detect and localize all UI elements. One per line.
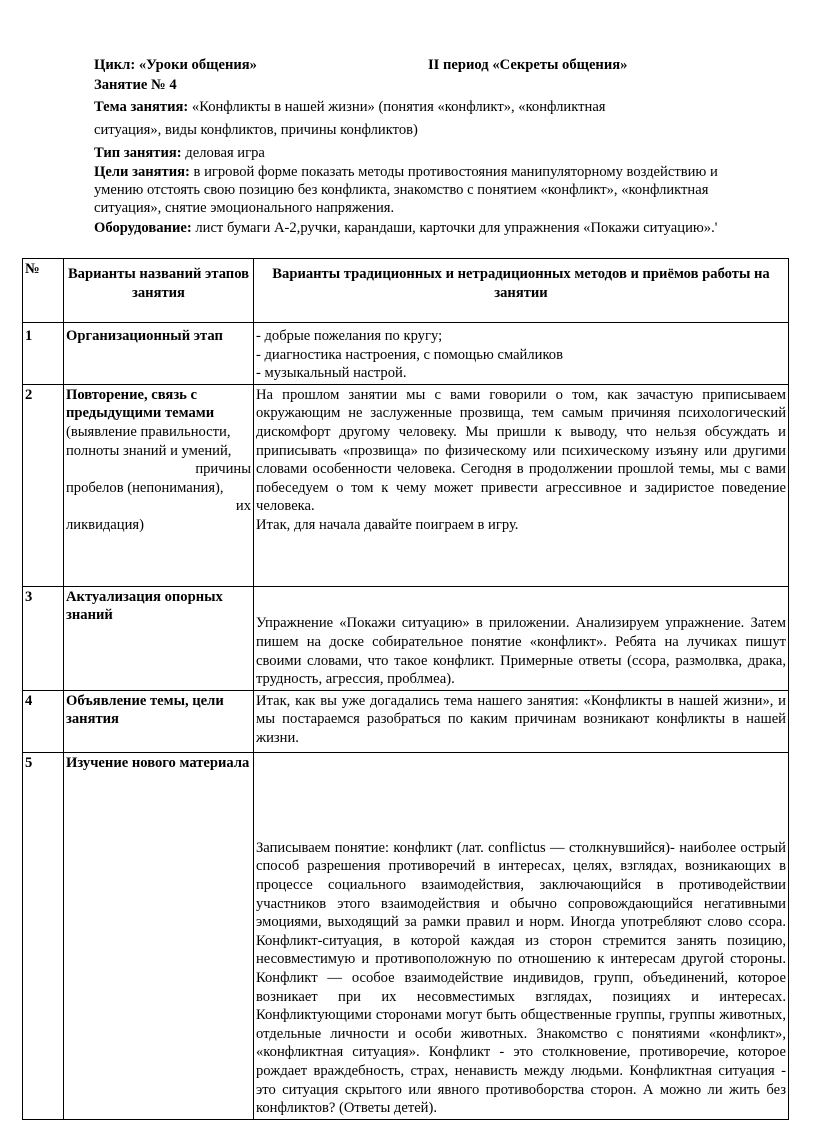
cycle-title: Цикл: «Уроки общения» <box>94 57 257 73</box>
header-methods: Варианты традиционных и нетрадиционных методов и приёмов работы на занятии <box>254 259 789 323</box>
stage-title: Изучение нового материала <box>66 754 250 771</box>
goals-label: Цели занятия: <box>94 164 190 180</box>
topic-text: «Конфликты в нашей жизни» (понятия «конфликт», «конфликтная <box>188 99 606 115</box>
stage-note: пробелов (непонимания), <box>66 479 224 496</box>
type-label: Тип занятия: <box>94 145 182 161</box>
table-header-row <box>23 259 789 323</box>
row-methods: Записываем понятие: конфликт (лат. conflictus — столкнувшийся)- наиболее острый способ разрешения противоречий в интересах, целях, взглядах, возникающих в процессе социального взаимодействия, заключающийся в противодействии участников этого взаимодействия и обычно сопровождающийся негативными эмоциями, выходящий за рамки правил и норм. Иногда употребляют слово ссора. Конфликт-ситуация, в которой каждая из сторон стремится занять позицию, несовместимую и противоположную по отношению к интересам другой стороны. Конфликт — особое взаимодействие индивидов, групп, объединений, которое возникает при их несовместимых взглядах, позициях и интересах. Конфликтующими сторонами могут быть общественные группы, группы животных, отдельные личности и особи животных. Знакомство с понятиями «конфликт», «конфликтная ситуация». Конфликт - это столкновение, противоречие, которое рождает враждебность, страх, ненависть между людьми. Конфликтная ситуация - это ситуация скрытого или явного противоборства сторон. А можно ли жить без конфликтов? (Ответы детей). <box>254 752 789 1119</box>
table-row <box>23 384 789 586</box>
topic-line-2: ситуация», виды конфликтов, причины конфликтов) <box>94 122 418 138</box>
row-num: 1 <box>23 323 64 385</box>
goals-line <box>94 163 724 217</box>
stage-note: их <box>235 498 251 515</box>
cycle-line <box>94 56 724 74</box>
table-row <box>23 690 789 752</box>
equipment-line <box>94 219 724 237</box>
equipment-text: лист бумаги А-2,ручки, карандаши, карточки для упражнения «Покажи ситуацию».' <box>191 220 718 236</box>
stage-title: Повторение, связь с предыдущими темами <box>66 386 215 422</box>
row-stage <box>64 384 254 586</box>
row-stage <box>64 752 254 1119</box>
header-stage: Варианты названий этапов занятия <box>64 259 254 323</box>
table-row <box>23 586 789 690</box>
row-stage: Актуализация опорных знаний <box>64 586 254 690</box>
stage-note: (выявление правильности, полноты знаний и умений, <box>66 423 232 459</box>
row-num: 4 <box>23 690 64 752</box>
list-item: - музыкальный настрой. <box>256 365 407 382</box>
row-stage: Объявление темы, цели занятия <box>64 690 254 752</box>
list-item: - диагностика настроения, с помощью смайликов <box>256 346 563 363</box>
topic-label: Тема занятия: <box>94 99 189 115</box>
row-methods <box>254 384 789 586</box>
row-num: 2 <box>23 384 64 586</box>
row-num: 3 <box>23 586 64 690</box>
topic-line <box>94 98 724 116</box>
equipment-label: Оборудование: <box>94 220 192 236</box>
table-row <box>23 323 789 385</box>
type-text: деловая игра <box>181 145 265 161</box>
paragraph: Итак, для начала давайте поиграем в игру. <box>256 516 519 533</box>
row-methods: Упражнение «Покажи ситуацию» в приложении. Анализируем упражнение. Затем пишем на доске собирательное понятие «конфликт». Ребята на лучиках пишут своими словами, что такое конфликт. Примерные ответы (ссора, размолвка, драка, трудность, агрессия, проблмеа). <box>254 586 789 690</box>
table-row <box>23 752 789 1119</box>
lesson-plan-table <box>22 258 789 1120</box>
lesson-number: Занятие № 4 <box>94 77 177 93</box>
row-num: 5 <box>23 752 64 1119</box>
stage-note: причины <box>195 461 251 478</box>
list-item: - добрые пожелания по кругу; <box>256 328 443 344</box>
stage-note: ликвидация) <box>66 516 144 533</box>
period-title: II период «Секреты общения» <box>428 57 628 73</box>
row-methods <box>254 323 789 385</box>
header-num: № <box>23 259 64 323</box>
row-methods: Итак, как вы уже догадались тема нашего занятия: «Конфликты в нашей жизни», и мы постараемся разобраться по каким причинам возникают конфликты в нашей жизни. <box>254 690 789 752</box>
paragraph: На прошлом занятии мы с вами говорили о том, как зачастую приписываем окружающим не заслуженные прозвища, тем самым причиняя психологический дискомфорт другому человеку. Мы пришли к выводу, что нельзя обсуждать и приписывать «прозвища» по физическому или психическому изъяну или другими словами особенности человека. Сегодня в продолжении прошлой темы, мы с вами побеседуем о том к чему может привести агрессивное и задиристое поведение человека. <box>256 386 786 515</box>
row-stage: Организационный этап <box>64 323 254 385</box>
type-line <box>94 144 724 162</box>
goals-text: в игровой форме показать методы противостояния манипуляторному воздействию и умению отстоять свою позицию без конфликта, знакомство с понятием «конфликт», «конфликтная ситуация», снятие эмоционального напряжения. <box>94 164 718 216</box>
